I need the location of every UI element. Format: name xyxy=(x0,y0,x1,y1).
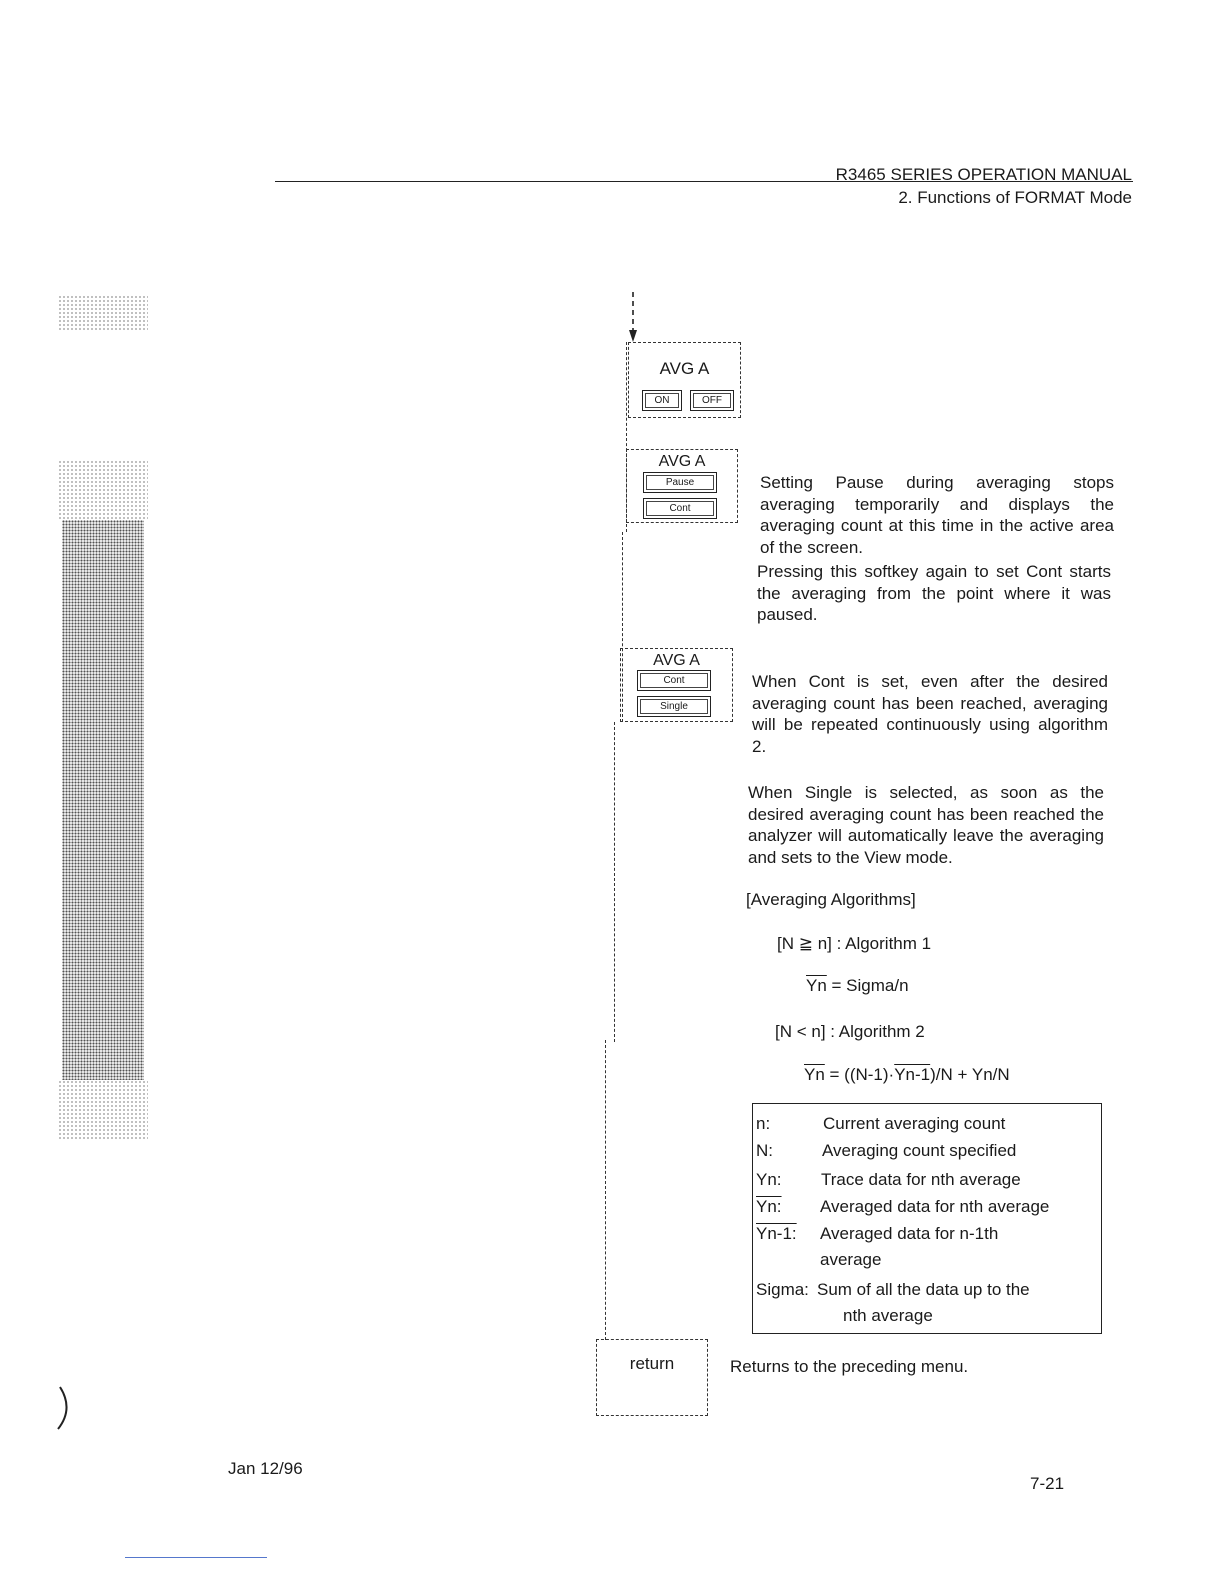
scan-edge-noise xyxy=(58,1080,148,1140)
avg-single-title: AVG A xyxy=(653,652,700,669)
avg-onoff-title: AVG A xyxy=(659,359,710,378)
cont-softkey-2[interactable]: Cont xyxy=(637,670,711,691)
scan-edge-noise xyxy=(58,460,148,520)
footer-date: Jan 12/96 xyxy=(228,1459,303,1478)
cont-mode-description: When Cont is set, even after the desired averaging count has been reached, averaging will be repeated continuously using algorithm 2. xyxy=(752,672,1108,756)
algorithm2-formula: $\overline{Yn} = ((N-1)\cdot Yn-1)/N + Yn/N$ xyxy=(804,1065,1010,1084)
return-softkey[interactable]: return xyxy=(629,1354,675,1373)
avg-pause-title: AVG A xyxy=(658,453,706,470)
section-title: 2. Functions of FORMAT Mode xyxy=(898,188,1132,207)
algorithms-heading: [Averaging Algorithms] xyxy=(746,890,916,909)
scan-edge-noise xyxy=(58,295,148,330)
page-number: 7-21 xyxy=(1030,1474,1065,1493)
algorithm1-condition: [N ≧ n] : Algorithm 1 xyxy=(777,934,932,953)
pause-description: Setting Pause during averaging stops averaging temporarily and displays the averaging count at this time in the active area of the screen. xyxy=(760,473,1114,557)
single-softkey[interactable]: Single xyxy=(637,696,711,717)
cont-resume-description: Pressing this softkey again to set Cont starts the averaging from the point where it was paused. xyxy=(757,562,1111,624)
variable-legend-box: n: Current averaging count N: Averaging count specified Yn: Trace data for nth average Yn: Averaged data for nth average Yn-1: Averaged data for n-1th average Sigma: Sum of all the data up to the nth average xyxy=(752,1103,1102,1334)
menu-flow-line xyxy=(614,722,615,1042)
algorithm2-condition: [N < n] : Algorithm 2 xyxy=(775,1022,925,1041)
on-softkey[interactable]: ON xyxy=(642,390,682,411)
menu-flow-line xyxy=(605,1040,606,1340)
off-softkey[interactable]: OFF xyxy=(690,390,734,411)
single-mode-description: When Single is selected, as soon as the desired averaging count has been reached the analyzer will automatically leave the averaging and sets to the View mode. xyxy=(748,783,1104,867)
scan-mark-icon xyxy=(50,1385,80,1435)
return-description: Returns to the preceding menu. xyxy=(730,1357,969,1376)
algorithm1-formula: $\overline{Yn}$ = Sigma/n xyxy=(806,976,909,995)
scan-edge-noise xyxy=(62,520,144,1080)
menu-avg-single xyxy=(620,648,733,722)
bottom-rule xyxy=(125,1557,267,1558)
pause-softkey[interactable]: Pause xyxy=(643,472,717,493)
menu-avg-onoff xyxy=(628,342,741,418)
menu-return xyxy=(596,1339,708,1416)
cont-softkey[interactable]: Cont xyxy=(643,498,717,519)
flow-arrow-icon xyxy=(625,292,641,344)
menu-avg-pause xyxy=(626,449,738,523)
manual-title: R3465 SERIES OPERATION MANUAL xyxy=(835,165,1132,184)
